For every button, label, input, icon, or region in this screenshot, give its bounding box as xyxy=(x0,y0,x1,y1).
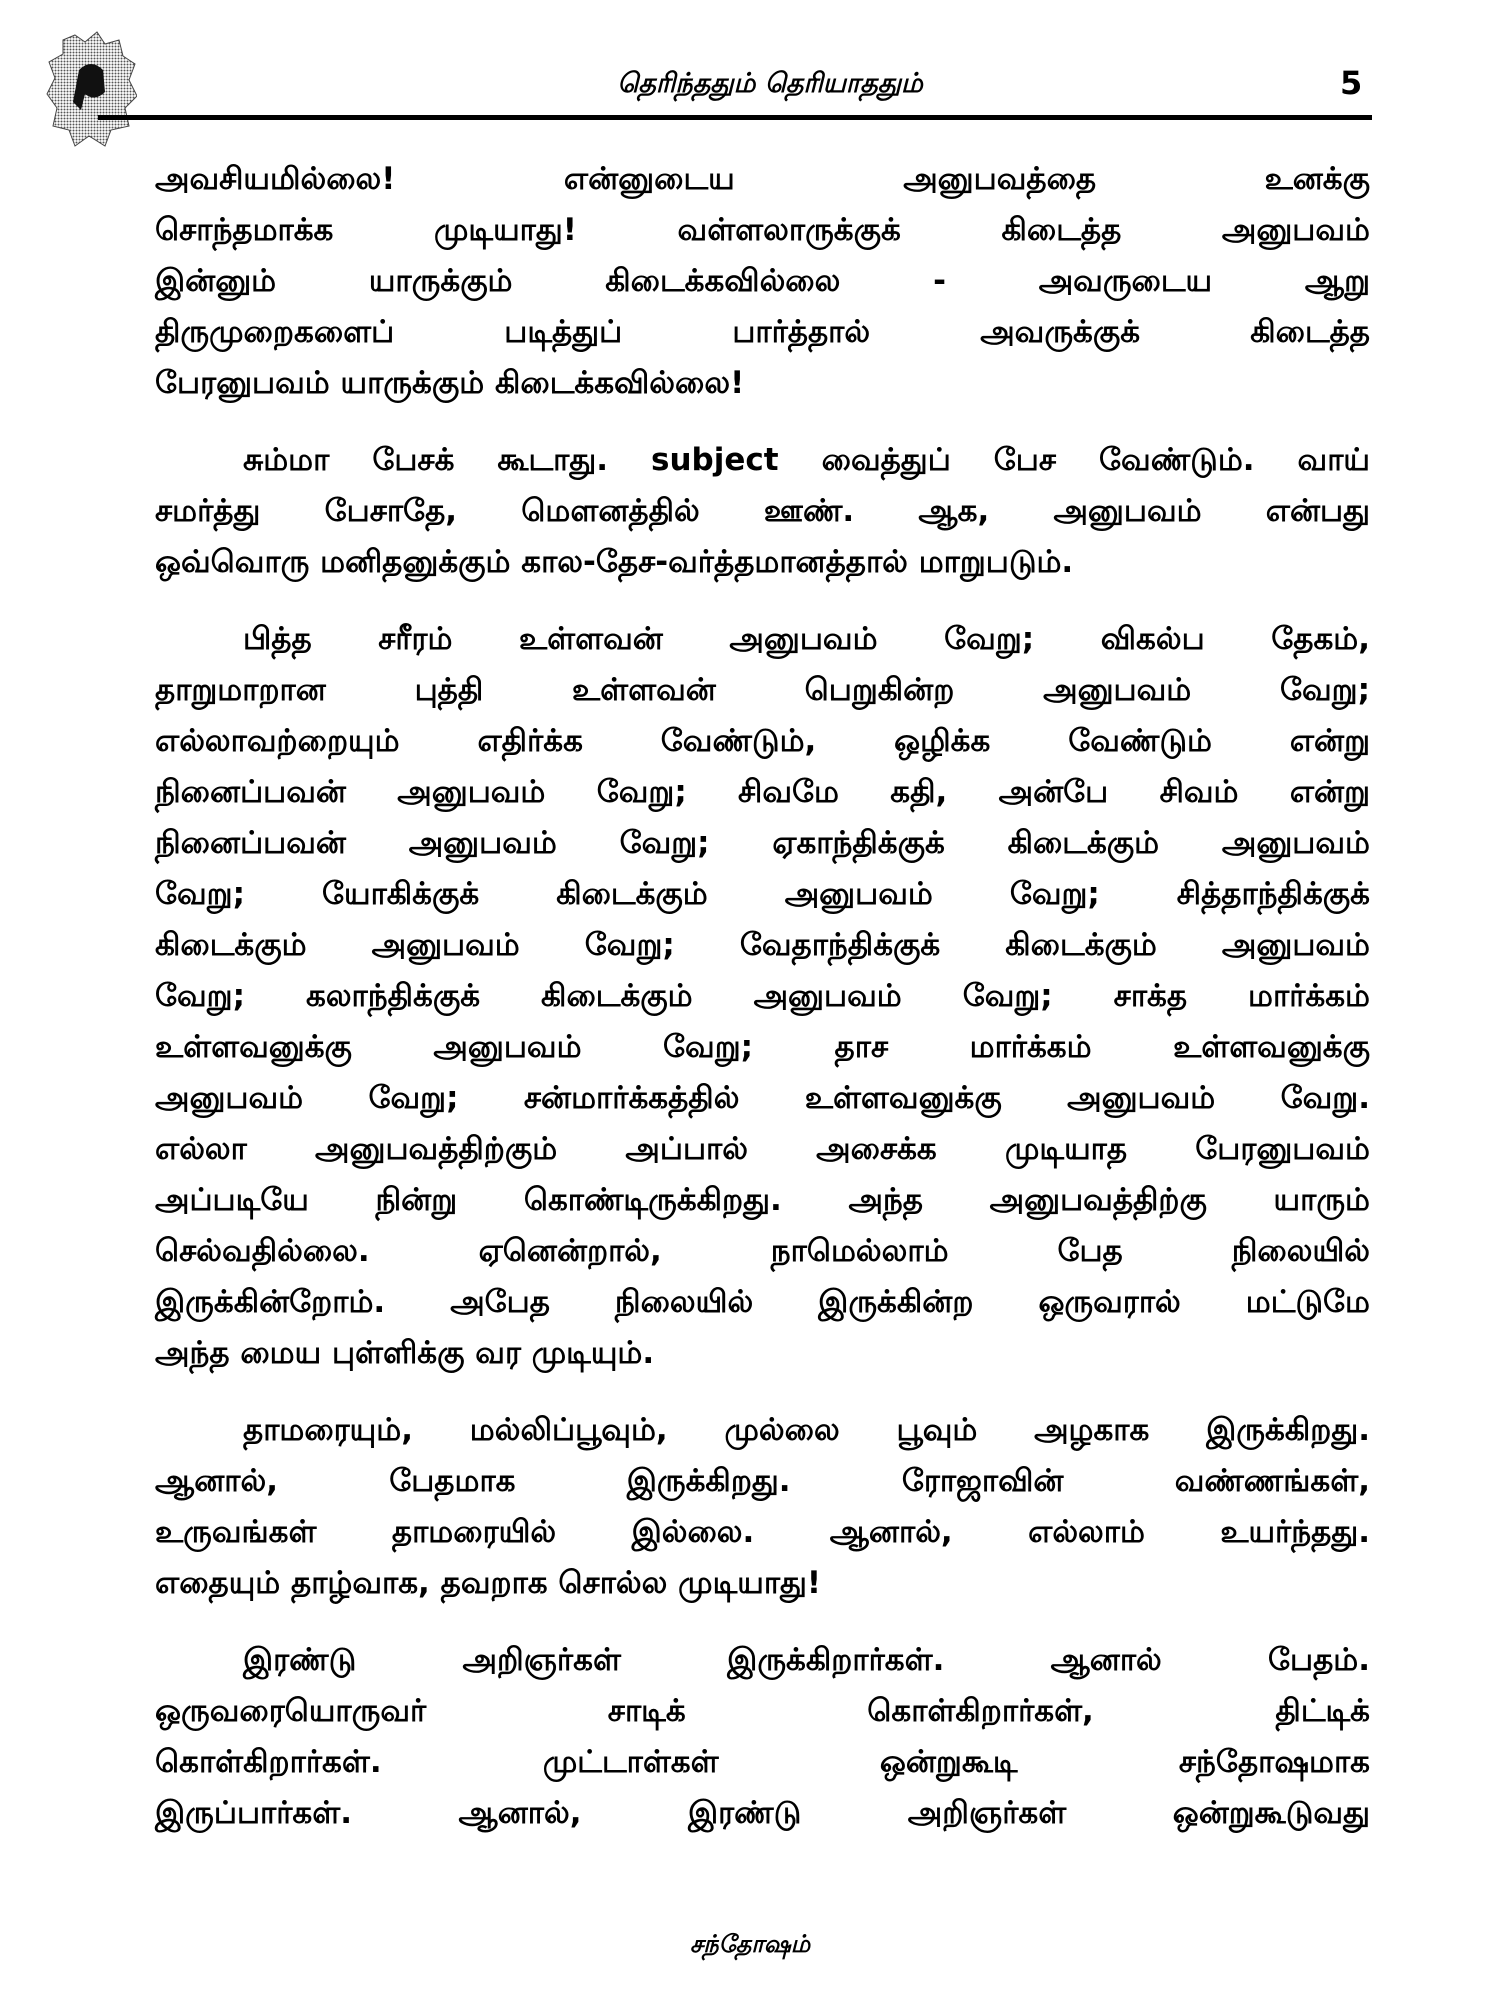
text-line: சும்மா பேசக் கூடாது. subject வைத்துப் பேச வேண்டும். வாய் xyxy=(243,442,1370,478)
text-line: வேறு; கலாந்திக்குக் கிடைக்கும் அனுபவம் வேறு; சாக்த மார்க்கம் xyxy=(155,978,1370,1014)
text-line: ஆனால், பேதமாக இருக்கிறது. ரோஜாவின் வண்ணங்கள், xyxy=(155,1463,1370,1499)
text-line: இன்னும் யாருக்கும் கிடைக்கவில்லை - அவருடைய ஆறு xyxy=(155,263,1370,299)
text-line: எதையும் தாழ்வாக, தவறாக சொல்ல முடியாது! xyxy=(155,1565,822,1601)
text-line: தாறுமாறான புத்தி உள்ளவன் பெறுகின்ற அனுபவம் வேறு; xyxy=(155,672,1370,708)
text-line: அந்த மைய புள்ளிக்கு வர முடியும். xyxy=(155,1335,655,1371)
text-line: நினைப்பவன் அனுபவம் வேறு; ஏகாந்திக்குக் கிடைக்கும் அனுபவம் xyxy=(155,825,1370,861)
text-line: சமர்த்து பேசாதே, மௌனத்தில் ஊண். ஆக, அனுபவம் என்பது xyxy=(155,493,1370,529)
paragraph xyxy=(155,1635,1370,1839)
text-line: ஒருவரையொருவர் சாடிக் கொள்கிறார்கள், திட்டிக் xyxy=(155,1693,1370,1729)
text-line: இரண்டு அறிஞர்கள் இருக்கிறார்கள். ஆனால் பேதம். xyxy=(243,1642,1370,1678)
header-rule xyxy=(98,115,1372,120)
text-line: உருவங்கள் தாமரையில் இல்லை. ஆனால், எல்லாம் உயர்ந்தது. xyxy=(155,1514,1370,1550)
paragraph xyxy=(155,154,1370,409)
text-line: கொள்கிறார்கள். முட்டாள்கள் ஒன்றுகூடி சந்தோஷமாக xyxy=(155,1744,1370,1780)
paragraph xyxy=(155,1405,1370,1609)
text-line: திருமுறைகளைப் படித்துப் பார்த்தால் அவருக்குக் கிடைத்த xyxy=(155,314,1370,350)
text-line: இருப்பார்கள். ஆனால், இரண்டு அறிஞர்கள் ஒன்றுகூடுவது xyxy=(155,1795,1370,1831)
text-line: எல்லாவற்றையும் எதிர்க்க வேண்டும், ஒழிக்க வேண்டும் என்று xyxy=(155,723,1370,759)
text-line: கிடைக்கும் அனுபவம் வேறு; வேதாந்திக்குக் கிடைக்கும் அனுபவம் xyxy=(155,927,1370,963)
text-line: எல்லா அனுபவத்திற்கும் அப்பால் அசைக்க முடியாத பேரனுபவம் xyxy=(155,1131,1370,1167)
text-line: பித்த சரீரம் உள்ளவன் அனுபவம் வேறு; விகல்ப தேகம், xyxy=(243,621,1370,657)
running-header-title: தெரிந்ததும் தெரியாததும் xyxy=(617,68,923,99)
text-line: தாமரையும், மல்லிப்பூவும், முல்லை பூவும் அழகாக இருக்கிறது. xyxy=(243,1412,1370,1448)
paragraph xyxy=(155,435,1370,588)
text-line: சொந்தமாக்க முடியாது! வள்ளலாருக்குக் கிடைத்த அனுபவம் xyxy=(155,212,1370,248)
text-line: அனுபவம் வேறு; சன்மார்க்கத்தில் உள்ளவனுக்கு அனுபவம் வேறு. xyxy=(155,1080,1370,1116)
page-number: 5 xyxy=(1340,64,1363,102)
text-line: இருக்கின்றோம். அபேத நிலையில் இருக்கின்ற ஒருவரால் மட்டுமே xyxy=(155,1284,1370,1320)
text-line: உள்ளவனுக்கு அனுபவம் வேறு; தாச மார்க்கம் உள்ளவனுக்கு xyxy=(155,1029,1370,1065)
header-portrait-logo xyxy=(45,30,137,150)
paragraph xyxy=(155,614,1370,1379)
text-line: பேரனுபவம் யாருக்கும் கிடைக்கவில்லை! xyxy=(155,365,745,401)
text-line: ஒவ்வொரு மனிதனுக்கும் கால-தேச-வர்த்தமானத்தால் மாறுபடும். xyxy=(155,544,1074,580)
page-body-text xyxy=(155,154,1370,1865)
text-line: அப்படியே நின்று கொண்டிருக்கிறது. அந்த அனுபவத்திற்கு யாரும் xyxy=(155,1182,1370,1218)
text-line: அவசியமில்லை! என்னுடைய அனுபவத்தை உனக்கு xyxy=(155,161,1370,197)
running-footer-chapter: சந்தோஷம் xyxy=(689,1930,811,1958)
text-line: செல்வதில்லை. ஏனென்றால், நாமெல்லாம் பேத நிலையில் xyxy=(155,1233,1370,1269)
text-line: நினைப்பவன் அனுபவம் வேறு; சிவமே கதி, அன்பே சிவம் என்று xyxy=(155,774,1370,810)
text-line: வேறு; யோகிக்குக் கிடைக்கும் அனுபவம் வேறு; சித்தாந்திக்குக் xyxy=(155,876,1370,912)
